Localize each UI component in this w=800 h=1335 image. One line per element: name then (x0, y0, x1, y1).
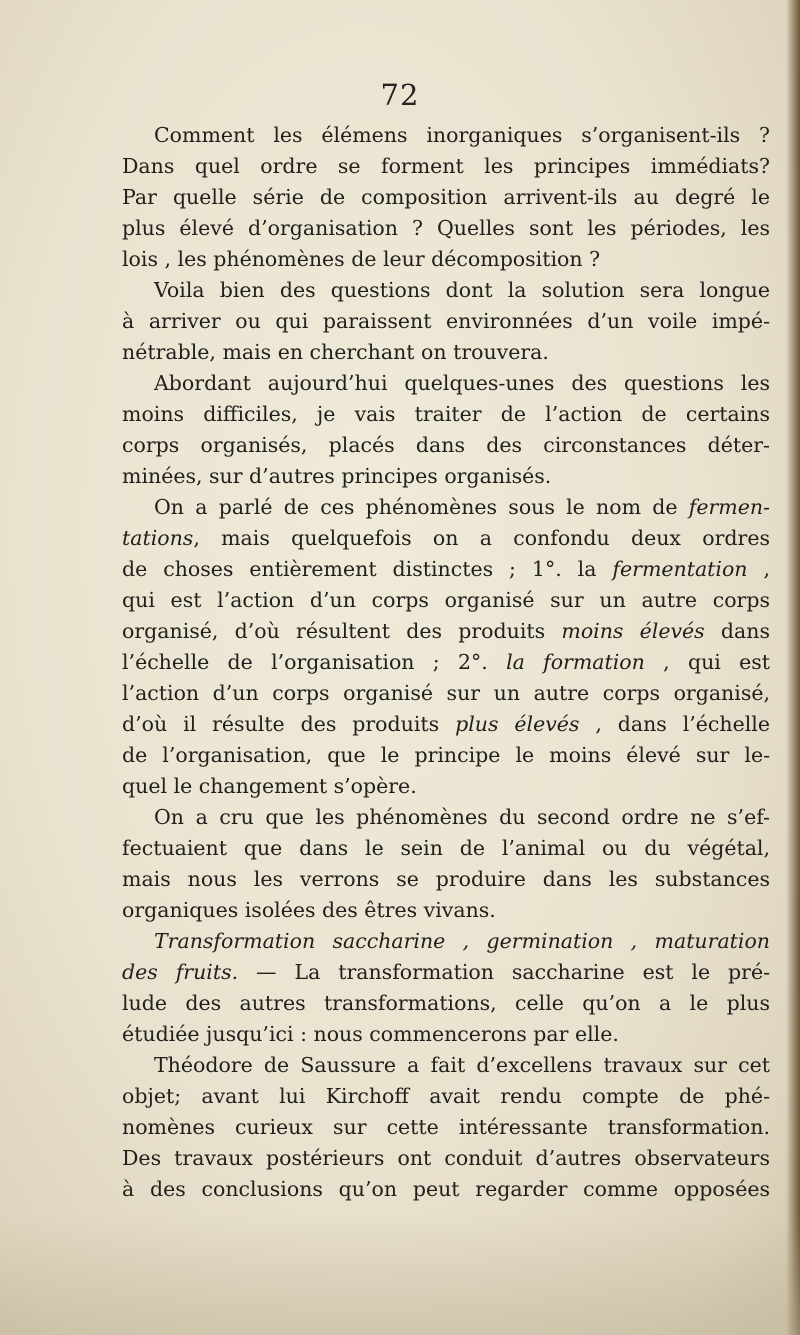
italic-run: fermen- (688, 495, 770, 519)
text-line: Comment les élémens inorganiques s’organisent-ils ? (154, 123, 770, 147)
text-run: , qui est (644, 650, 770, 674)
text-line: Théodore de Saussure a fait d’excellens travaux sur cet (154, 1053, 770, 1077)
text-run: organisé, d’où résultent des produits (122, 619, 562, 643)
text-line: Voila bien des questions dont la solution sera longue (154, 278, 770, 302)
text-line: plus élevé d’organisation ? Quelles sont les périodes, les (122, 216, 770, 240)
text-line: lude des autres transformations, celle qu’on a le plus (122, 991, 770, 1015)
text-run: , dans l’échelle (579, 712, 770, 736)
page-bottom-shade (0, 1215, 800, 1335)
body-text (122, 120, 770, 1205)
text-line: On a cru que les phénomènes du second ordre ne s’ef- (154, 805, 770, 829)
text-line: mais nous les verrons se produire dans les substances (122, 867, 770, 891)
italic-run: la formation (506, 650, 645, 674)
text-line (122, 709, 770, 740)
text-line: quel le changement s’opère. (122, 774, 417, 798)
text-line: objet; avant lui Kirchoff avait rendu compte de phé- (122, 1084, 770, 1108)
text-line: organiques isolées des êtres vivans. (122, 898, 496, 922)
text-line (122, 957, 770, 988)
text-line (122, 492, 770, 523)
text-line: étudiée jusqu’ici : nous commencerons par elle. (122, 1022, 619, 1046)
italic-run: tations (122, 526, 194, 550)
text-run: l’échelle de l’organisation ; 2°. (122, 650, 507, 674)
page-number: 72 (380, 78, 420, 112)
text-line: à arriver ou qui paraissent environnées d’un voile impé- (122, 309, 770, 333)
text-line: de l’organisation, que le principe le moins élevé sur le- (122, 743, 770, 767)
text-line: corps organisés, placés dans des circonstances déter- (122, 433, 770, 457)
text-run: d’où il résulte des produits (122, 712, 456, 736)
text-run: , (747, 557, 770, 581)
page-gutter-shadow (786, 0, 800, 1335)
text-line: Dans quel ordre se forment les principes immédiats? (122, 154, 770, 178)
text-line (122, 926, 770, 957)
text-line: nomènes curieux sur cette intéressante transformation. (122, 1115, 770, 1139)
text-line: Des travaux postérieurs ont conduit d’autres observateurs (122, 1146, 770, 1170)
text-run: — La transformation saccharine est le pré- (238, 960, 770, 984)
text-run: , mais quelquefois on a confondu deux ordres (193, 526, 770, 550)
italic-run: Transformation saccharine , germination , maturation (154, 929, 770, 953)
text-line: lois , les phénomènes de leur décomposition ? (122, 247, 601, 271)
text-line: qui est l’action d’un corps organisé sur un autre corps (122, 588, 770, 612)
text-line (122, 647, 770, 678)
text-run: dans (704, 619, 770, 643)
italic-run: des fruits. (122, 960, 239, 984)
text-line: moins difficiles, je vais traiter de l’action de certains (122, 402, 770, 426)
text-run: On a parlé de ces phénomènes sous le nom de (154, 495, 689, 519)
text-line: nétrable, mais en cherchant on trouvera. (122, 340, 549, 364)
text-line: Abordant aujourd’hui quelques-unes des questions les (154, 371, 770, 395)
text-line: fectuaient que dans le sein de l’animal ou du végétal, (122, 836, 770, 860)
text-line (122, 616, 770, 647)
italic-run: moins élevés (561, 619, 705, 643)
text-line: Par quelle série de composition arrivent-ils au degré le (122, 185, 770, 209)
text-line: à des conclusions qu’on peut regarder comme opposées (122, 1177, 770, 1201)
text-line: minées, sur d’autres principes organisés. (122, 464, 552, 488)
text-line: l’action d’un corps organisé sur un autre corps organisé, (122, 681, 770, 705)
text-line (122, 523, 770, 554)
text-run: de choses entièrement distinctes ; 1°. la (122, 557, 613, 581)
italic-run: fermentation (612, 557, 748, 581)
text-line (122, 554, 770, 585)
italic-run: plus élevés (455, 712, 580, 736)
